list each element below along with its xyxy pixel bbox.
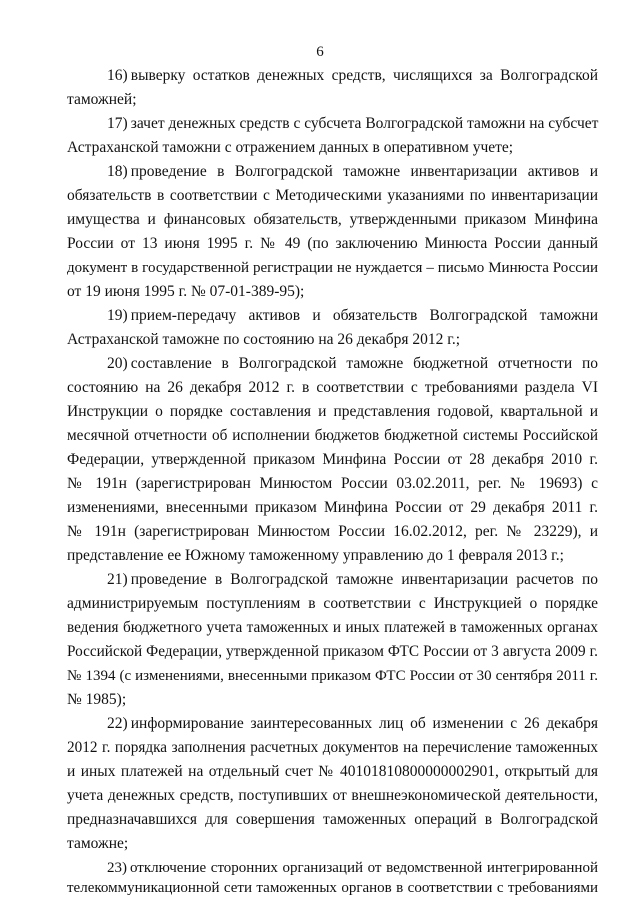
paragraph-21-line-2: администрируемым поступлениям в соответствии с Инструкцией о порядке (67, 595, 598, 612)
paragraph-20-line-5: Федерации, утвержденной приказом Минфина России от 28 декабря 2010 г. (67, 451, 598, 468)
paragraph-20-line-8: № 191н (зарегистрирован Минюстом России 16.02.2012, рег. № 23229), и (67, 523, 598, 540)
paragraph-22-line-3: и иных платежей на отдельный счет № 40101810800000002901, открытый для (67, 763, 598, 780)
paragraph-20-line-1: 20) составление в Волгоградской таможне бюджетной отчетности по (107, 355, 598, 372)
paragraph-16-line-1: 16) выверку остатков денежных средств, числящихся за Волгоградской (107, 67, 598, 84)
paragraph-18-line-4: России от 13 июня 1995 г. № 49 (по заключению Минюста России данный (67, 235, 598, 252)
paragraph-21-line-4: Российской Федерации, утвержденной приказом ФТС России от 3 августа 2009 г. (67, 643, 598, 660)
page-number: 6 (316, 44, 324, 60)
paragraph-22-line-4: учета денежных средств, поступивших от внешнеэкономической деятельности, (67, 787, 598, 804)
paragraph-22-line-1: 22) информирование заинтересованных лиц об изменении с 26 декабря (107, 715, 598, 732)
paragraph-20-line-2: состоянию на 26 декабря 2012 г. в соответствии с требованиями раздела VI (67, 379, 598, 396)
paragraph-21-line-3: ведения бюджетного учета таможенных и иных платежей в таможенных органах (67, 619, 598, 636)
paragraph-19-line-2: Астраханской таможне по состоянию на 26 декабря 2012 г.; (67, 331, 461, 348)
paragraph-21-line-5: № 1394 (с изменениями, внесенными приказом ФТС России от 30 сентября 2011 г. (67, 668, 598, 684)
paragraph-20-line-3: Инструкции о порядке составления и представления годовой, квартальной и (67, 403, 598, 420)
paragraph-18-line-6: от 19 июня 1995 г. № 07-01-389-95); (67, 283, 305, 300)
paragraph-20-line-4: месячной отчетности об исполнении бюджетов бюджетной системы Российской (67, 427, 598, 444)
paragraph-22-line-6: таможне; (67, 835, 129, 852)
paragraph-18-line-3: имущества и финансовых обязательств, утвержденными приказом Минфина (67, 211, 598, 228)
paragraph-23-line-1: 23) отключение сторонних организаций от ведомственной интегрированной (107, 860, 598, 876)
paragraph-21-line-1: 21) проведение в Волгоградской таможне инвентаризации расчетов по (107, 571, 598, 588)
paragraph-18-line-5: документ в государственной регистрации не нуждается – письмо Минюста России (67, 260, 598, 276)
paragraph-22-line-5: предназначавшихся для совершения таможенных операций в Волгоградской (67, 811, 598, 828)
paragraph-17-line-2: Астраханской таможни с отражением данных в оперативном учете; (67, 139, 514, 156)
paragraph-23-line-2: телекоммуникационной сети таможенных органов в соответствии с требованиями (67, 880, 598, 896)
paragraph-16-line-2: таможней; (67, 91, 137, 108)
paragraph-18-line-1: 18) проведение в Волгоградской таможне инвентаризации активов и (107, 163, 598, 180)
paragraph-17-line-1: 17) зачет денежных средств с субсчета Волгоградской таможни на субсчет (107, 115, 599, 132)
paragraph-22-line-2: 2012 г. порядка заполнения расчетных документов на перечисление таможенных (67, 739, 598, 756)
paragraph-20-line-9: представление ее Южному таможенному управлению до 1 февраля 2013 г.; (67, 547, 564, 564)
paragraph-19-line-1: 19) прием-передачу активов и обязательств Волгоградской таможни (107, 307, 598, 324)
paragraph-20-line-6: № 191н (зарегистрирован Минюстом России 03.02.2011, рег. № 19693) с (67, 475, 598, 492)
paragraph-18-line-2: обязательств в соответствии с Методическими указаниями по инвентаризации (67, 187, 598, 204)
paragraph-21-line-6: № 1985); (67, 691, 127, 708)
paragraph-20-line-7: изменениями, внесенными приказом Минфина России от 29 декабря 2011 г. (67, 499, 598, 516)
